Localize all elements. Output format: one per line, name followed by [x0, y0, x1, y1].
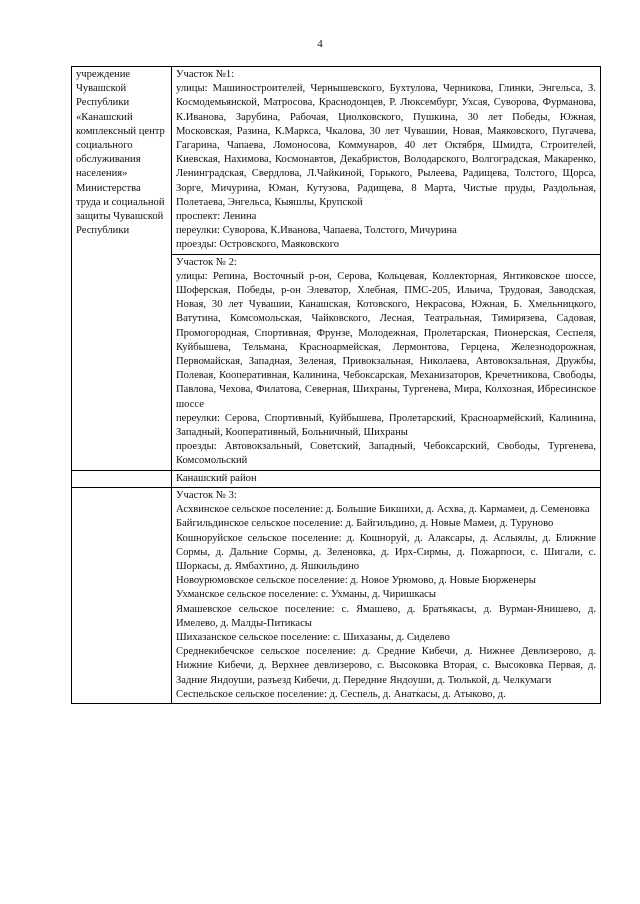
section2-lanes: переулки: Серова, Спортивный, Куйбышева, Пролетарский, Красноармейский, Калинина, Западный, Кооперативный, Больничный, Шихраны — [176, 412, 596, 439]
precinct-table — [71, 66, 601, 704]
settlement-entry: Ямашевское сельское поселение: с. Ямашево, д. Братьякасы, д. Вурман-Янишево, д. Имелево, д. Малды-Питикасы — [176, 603, 596, 629]
district-name: Канашский район — [176, 472, 257, 484]
section1-passages: проезды: Островского, Маяковского — [176, 239, 340, 251]
section1-lanes: переулки: Суворова, К.Иванова, Чапаева, Толстого, Мичурина — [176, 225, 457, 237]
table-row — [72, 470, 601, 487]
section1-streets: улицы: Машиностроителей, Чернышевского, Бухтулова, Черникова, Глинки, Энгельса, З. Космодемьянской, Матросова, Краснодонцев, Р. Люксембург, Ухсая, Суворова, Фурманова, К.Иванова, Зарубина, Рабочая, Циолковского, Пушкина, 30 лет Победы, Южная, Московская, Разина, К.Маркса, Чкалова, 30 лет Чувашии, Новая, Маяковского, Пугачева, Гагарина, Чапаева, Ломоносова, Коммунаров, 40 лет Октября, Шмидта, Строителей, Киевская, Нахимова, Космонавтов, Декабристов, Володарского, Волгоградская, Макаренко, Ленинградская, Свердлова, Л.Чайкиной, Горького, Рылеева, Радищева, Толстого, Щорса, Зорге, Мичурина, Юман, Кутузова, Радищева, 8 Марта, Чистые пруды, Раздольная, Полетаева, Энгельса, Кыяшлы, Крупской — [176, 83, 596, 208]
settlement-entry: Среднекибечское сельское поселение: д. Средние Кибечи, д. Нижнее Девлизерово, д. Нижние Кибечи, д. Верхнее девлизерово, с. Высоковка Вторая, с. Высоковка Первая, д. Задние Яндоуши, разъезд Кибечи, д. Передние Яндоуши, д. Тюлькой, д. Челкумаги — [176, 646, 596, 686]
section2-streets: улицы: Репина, Восточный р-он, Серова, Кольцевая, Коллекторная, Янтиковское шоссе, Шоферская, Победы, р-он Элеватор, Хлебная, ПМС-205, Ильича, Трудовая, Заводская, Новая, 30 лет Чувашии, Канашская, Котовского, Некрасова, Южная, Б. Хмельницкого, Ватутина, Комсомольская, Чайковского, Лесная, Театральная, Тимирязева, Садовая, Промогородная, Спортивная, Фрунзе, Молодежная, Пролетарская, Пионерская, Сеспеля, Куйбышева, Тельмана, Красноармейская, Лермонтова, Герцена, Железнодорожная, Первомайская, Западная, Зеленая, Привокзальная, Николаева, Автовокзальная, Дружбы, Полевая, Кооперативная, Калинина, Чебоксарская, Механизаторов, Кречетникова, Свободы, Павлова, Чехова, Филатова, Северная, Шихраны, Тургенева, Мира, Колхозная, Ибресинское шоссе — [176, 270, 596, 410]
table-row — [72, 487, 601, 703]
settlement-entry: Новоурюмовское сельское поселение: д. Новое Урюмово, д. Новые Бюрженеры — [176, 575, 536, 587]
empty-cell — [72, 487, 172, 703]
section3-cell — [172, 487, 601, 703]
district-cell — [172, 470, 601, 487]
table-row — [72, 67, 601, 255]
settlement-entry: Кошноруйское сельское поселение: д. Кошноруй, д. Алаксары, д. Аслыялы, д. Ближние Сормы, д. Дальние Сормы, д. Зеленовка, д. Ирх-Сирмы, д. Пожарпоси, с. Шигали, с. Шоркасы, д. Ямбахтино, д. Яшкильдино — [176, 532, 596, 572]
section1-avenue: проспект: Ленина — [176, 211, 257, 223]
section1-cell — [172, 67, 601, 255]
institution-cell — [72, 67, 172, 471]
empty-cell — [72, 470, 172, 487]
page-number: 4 — [317, 38, 323, 50]
settlement-entry: Асхвинское сельское поселение: д. Большие Бикшихи, д. Асхва, д. Кармамеи, д. Семеновка — [176, 504, 590, 516]
settlement-entry: Ухманское сельское поселение: с. Ухманы, д. Чиришкасы — [176, 589, 436, 601]
section2-title: Участок № 2: — [176, 256, 237, 268]
settlement-entry: Шихазанское сельское поселение: с. Шихазаны, д. Сиделево — [176, 631, 450, 643]
section3-title: Участок № 3: — [176, 489, 237, 501]
section1-title: Участок №1: — [176, 69, 235, 80]
section2-passages: проезды: Автовокзальный, Советский, Западный, Чебоксарский, Свободы, Тургенева, Комсомольский — [176, 441, 596, 467]
section2-cell — [172, 254, 601, 470]
settlement-entry: Сеспельское сельское поселение: д. Сеспель, д. Анаткасы, д. Атыково, д. — [176, 688, 506, 700]
settlement-entry: Байгильдинское сельское поселение: д. Байгильдино, д. Новые Мамеи, д. Туруново — [176, 518, 554, 530]
institution-name: учреждение Чувашской Республики «Канашский комплексный центр социального обслуживания населения» Министерства труда и социальной защиты Чувашской Республики — [76, 69, 165, 237]
